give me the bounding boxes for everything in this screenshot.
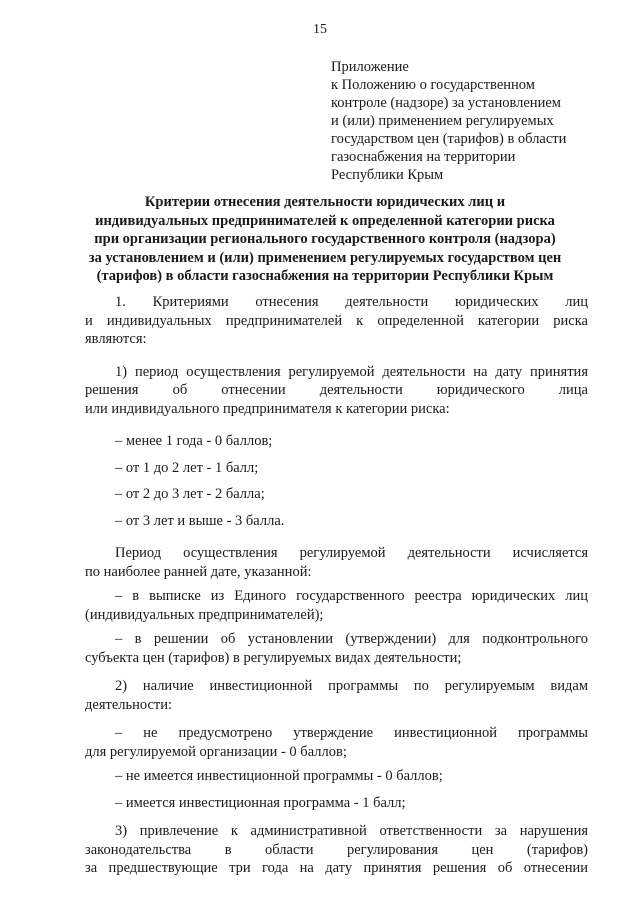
text-line: 1) период осуществления регулируемой деятельности на дату принятия: [115, 363, 588, 380]
text-line: по наиболее ранней дате, указанной:: [85, 563, 312, 580]
appendix-line: Приложение: [331, 59, 409, 75]
paragraph-decision: [85, 630, 588, 667]
list-item: – от 3 лет и выше - 3 балла.: [115, 512, 285, 529]
text-line: деятельности:: [85, 696, 173, 713]
document-title: [60, 193, 590, 286]
page-number: 15: [313, 22, 327, 37]
appendix-line: газоснабжения на территории: [331, 149, 516, 165]
paragraph-investment: [85, 677, 588, 714]
appendix-line: контроле (надзоре) за установлением: [331, 95, 561, 111]
text-line: или индивидуального предпринимателя к категории риска:: [85, 400, 450, 417]
appendix-line: государством цен (тарифов) в области: [331, 131, 567, 147]
text-line: – в решении об установлении (утверждении) для подконтрольного: [115, 631, 588, 647]
text-line: законодательства в области регулирования цен (тарифов): [85, 841, 588, 858]
list-item: – от 1 до 2 лет - 1 балл;: [115, 459, 259, 476]
paragraph-period-calc: [85, 544, 588, 581]
title-line: Критерии отнесения деятельности юридических лиц и: [144, 194, 506, 210]
paragraph-liability: [85, 822, 588, 878]
text-line: (индивидуальных предпринимателей);: [85, 606, 324, 623]
text-line: за предшествующие три года на дату принятия решения об отнесении: [85, 860, 588, 876]
appendix-line: Республики Крым: [331, 167, 444, 183]
appendix-block: [331, 58, 601, 184]
text-line: для регулируемой организации - 0 баллов;: [85, 743, 347, 760]
text-line: – не предусмотрено утверждение инвестиционной программы: [115, 725, 588, 741]
list-item: – не имеется инвестиционной программы - 0 баллов;: [115, 768, 443, 784]
text-line: и индивидуальных предпринимателей к определенной категории риска: [85, 312, 588, 329]
title-line: (тарифов) в области газоснабжения на территории Республики Крым: [96, 268, 554, 284]
text-line: являются:: [85, 331, 147, 347]
title-line: при организации регионального государственного контроля (надзора): [94, 231, 556, 247]
text-line: решения об отнесении деятельности юридического лица: [85, 382, 588, 398]
list-item: – от 2 до 3 лет - 2 балла;: [115, 486, 265, 502]
text-line: субъекта цен (тарифов) в регулируемых видах деятельности;: [85, 649, 462, 666]
title-line: индивидуальных предпринимателей к определенной категории риска: [95, 212, 555, 229]
text-line: 2) наличие инвестиционной программы по регулируемым видам: [115, 678, 588, 694]
list-item: – имеется инвестиционная программа - 1 балл;: [115, 794, 406, 811]
document-body: [85, 293, 588, 878]
text-line: – в выписке из Единого государственного реестра юридических лиц: [115, 588, 588, 604]
paragraph-registry: [85, 587, 588, 624]
text-line: Период осуществления регулируемой деятельности исчисляется: [115, 545, 588, 561]
list-item: – менее 1 года - 0 баллов;: [115, 433, 273, 449]
paragraph-criteria-intro: [85, 293, 588, 349]
appendix-line: и (или) применением регулируемых: [331, 113, 554, 129]
appendix-line: к Положению о государственном: [331, 77, 535, 93]
text-line: 3) привлечение к административной ответственности за нарушения: [115, 823, 588, 839]
paragraph-no-program: [85, 724, 588, 761]
title-line: за установлением и (или) применением регулируемых государством цен: [88, 249, 562, 266]
paragraph-period: [85, 363, 588, 419]
text-line: 1. Критериями отнесения деятельности юридических лиц: [115, 294, 588, 310]
